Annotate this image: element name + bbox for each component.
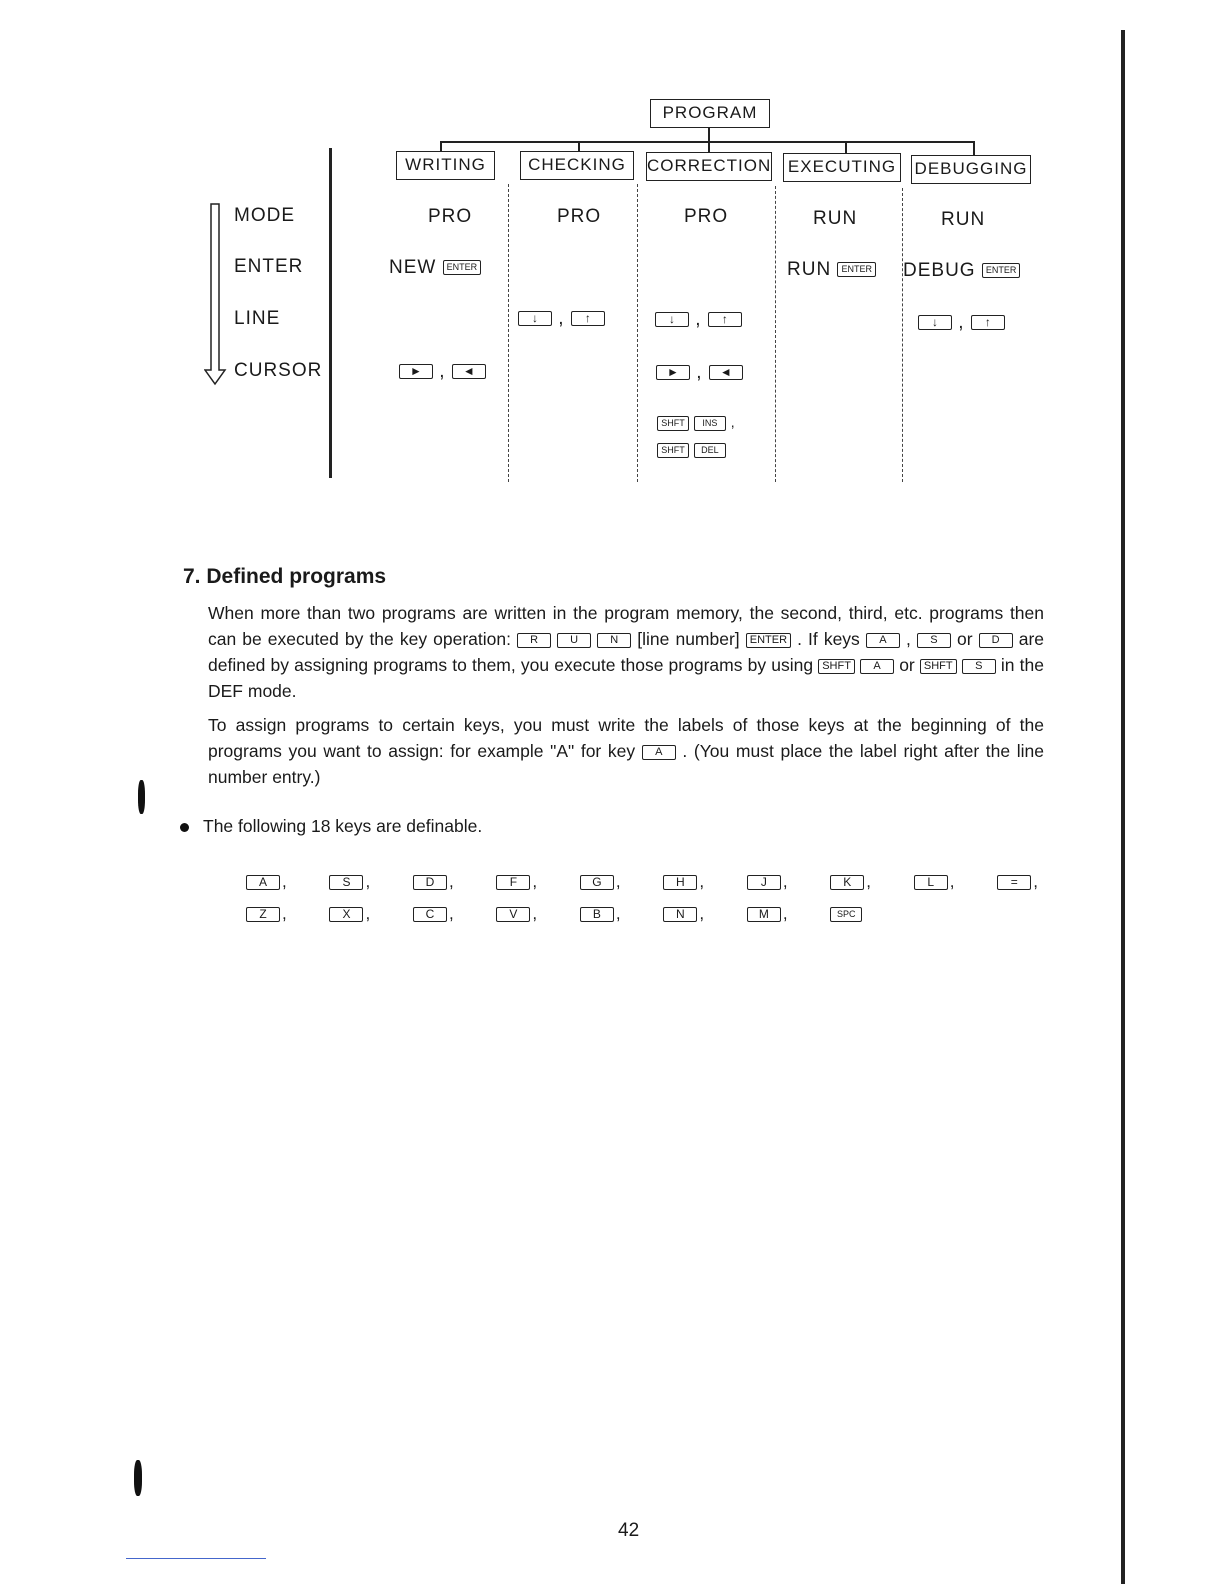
writing-enter-text: NEW bbox=[389, 257, 437, 278]
debugging-enter-text: DEBUG bbox=[903, 260, 976, 281]
p1-text-e: in the DEF mode. bbox=[208, 655, 1044, 701]
definable-key: G bbox=[580, 875, 614, 890]
enter-key-icon: ENTER bbox=[837, 262, 876, 277]
key-a-icon: A bbox=[860, 659, 894, 674]
key-a-icon: A bbox=[866, 633, 900, 648]
p1-or-1: or bbox=[957, 629, 973, 649]
definable-key-row-2: Z , X , C , V , B , N , M , SPC bbox=[246, 904, 862, 924]
enter-key-icon: ENTER bbox=[746, 633, 791, 648]
right-arrow-key-icon: ► bbox=[399, 364, 433, 379]
debugging-mode: RUN bbox=[941, 209, 986, 230]
key-r-icon: R bbox=[517, 633, 551, 648]
paragraph-2 bbox=[208, 712, 1044, 790]
correction-mode: PRO bbox=[684, 206, 729, 227]
p2-text-b: . (You must place the label right after the line number entry.) bbox=[208, 741, 1045, 787]
separator-2 bbox=[637, 184, 638, 482]
executing-enter bbox=[787, 259, 876, 281]
correction-line: ↓ , ↑ bbox=[655, 309, 742, 331]
definable-key: B bbox=[580, 907, 614, 922]
definable-key: S bbox=[329, 875, 363, 890]
row-label-line: LINE bbox=[234, 308, 281, 329]
definable-key: D bbox=[413, 875, 447, 890]
separator-3 bbox=[775, 186, 776, 482]
up-arrow-key-icon: ↑ bbox=[571, 311, 605, 326]
p1-text-a: When more than two programs are written in the program memory, the second, third, etc. programs then can be executed by the key operation: bbox=[208, 603, 1044, 649]
up-arrow-key-icon: ↑ bbox=[708, 312, 742, 327]
definable-key: = bbox=[997, 875, 1031, 890]
definable-key: M bbox=[747, 907, 781, 922]
key-a-icon: A bbox=[642, 745, 676, 760]
p1-text-c: . If keys bbox=[797, 629, 860, 649]
margin-mark bbox=[138, 780, 145, 814]
p1-text-d: are defined by assigning programs to them, you execute those programs by using bbox=[208, 629, 1045, 675]
header-writing: WRITING bbox=[396, 151, 495, 180]
shift-key-icon: SHFT bbox=[657, 416, 689, 431]
definable-key: K bbox=[830, 875, 864, 890]
key-n-icon: N bbox=[597, 633, 631, 648]
right-edge-bar bbox=[1121, 30, 1125, 1584]
checking-mode: PRO bbox=[557, 206, 602, 227]
writing-cursor: ► , ◄ bbox=[399, 361, 486, 383]
row-label-mode: MODE bbox=[234, 205, 295, 226]
definable-key: SPC bbox=[830, 907, 862, 922]
header-debugging: DEBUGGING bbox=[911, 155, 1031, 184]
definable-key: H bbox=[663, 875, 697, 890]
up-arrow-key-icon: ↑ bbox=[971, 315, 1005, 330]
definable-key: F bbox=[496, 875, 530, 890]
row-label-cursor: CURSOR bbox=[234, 360, 323, 381]
connector-root-vertical bbox=[708, 128, 710, 142]
definable-key: X bbox=[329, 907, 363, 922]
key-s-icon: S bbox=[917, 633, 951, 648]
key-u-icon: U bbox=[557, 633, 591, 648]
section-title: Defined programs bbox=[206, 565, 387, 588]
shift-key-icon: SHFT bbox=[818, 659, 855, 674]
bullet-text: The following 18 keys are definable. bbox=[203, 816, 483, 836]
definable-key: J bbox=[747, 875, 781, 890]
executing-mode: RUN bbox=[813, 208, 858, 229]
left-divider-bar bbox=[329, 148, 332, 478]
left-arrow-key-icon: ◄ bbox=[452, 364, 486, 379]
bullet-dot bbox=[180, 823, 189, 832]
writing-enter bbox=[389, 257, 481, 279]
debugging-line: ↓ , ↑ bbox=[918, 312, 1005, 334]
section-heading bbox=[183, 565, 386, 589]
definable-key: Z bbox=[246, 907, 280, 922]
down-arrow-icon bbox=[204, 200, 228, 386]
writing-mode: PRO bbox=[428, 206, 473, 227]
definable-key: L bbox=[914, 875, 948, 890]
correction-delete bbox=[657, 441, 726, 458]
connector-horizontal bbox=[440, 141, 973, 143]
page-number: 42 bbox=[618, 1520, 640, 1541]
enter-key-icon: ENTER bbox=[443, 260, 482, 275]
row-label-enter: ENTER bbox=[234, 256, 304, 277]
definable-key: V bbox=[496, 907, 530, 922]
ins-key-icon: INS bbox=[694, 416, 726, 431]
left-arrow-key-icon: ◄ bbox=[709, 365, 743, 380]
definable-key: A bbox=[246, 875, 280, 890]
shift-key-icon: SHFT bbox=[920, 659, 957, 674]
definable-key: C bbox=[413, 907, 447, 922]
down-arrow-key-icon: ↓ bbox=[918, 315, 952, 330]
right-arrow-key-icon: ► bbox=[656, 365, 690, 380]
diagram-root-box: PROGRAM bbox=[650, 99, 770, 128]
header-checking: CHECKING bbox=[520, 151, 634, 180]
correction-cursor: ► , ◄ bbox=[656, 362, 743, 384]
p1-text-b: [line number] bbox=[637, 629, 740, 649]
connector-debugging bbox=[973, 141, 975, 155]
definable-key: N bbox=[663, 907, 697, 922]
checking-line: ↓ , ↑ bbox=[518, 308, 605, 330]
del-key-icon: DEL bbox=[694, 443, 726, 458]
executing-enter-text: RUN bbox=[787, 259, 832, 280]
bottom-left-rule bbox=[126, 1558, 266, 1559]
key-s-icon: S bbox=[962, 659, 996, 674]
key-d-icon: D bbox=[979, 633, 1013, 648]
p2-text-a: To assign programs to certain keys, you must write the labels of those keys at the beginning of the programs you want to assign: for example "A" for key bbox=[208, 715, 1044, 761]
separator-4 bbox=[902, 188, 903, 482]
correction-insert: SHFT INS , bbox=[657, 414, 736, 431]
header-correction: CORRECTION bbox=[646, 152, 772, 181]
down-arrow-key-icon: ↓ bbox=[518, 311, 552, 326]
separator-1 bbox=[508, 184, 509, 482]
p1-sep: , bbox=[905, 629, 911, 649]
section-number: 7. bbox=[183, 565, 201, 588]
enter-key-icon: ENTER bbox=[982, 263, 1021, 278]
header-executing: EXECUTING bbox=[783, 153, 901, 182]
down-arrow-key-icon: ↓ bbox=[655, 312, 689, 327]
shift-key-icon: SHFT bbox=[657, 443, 689, 458]
definable-key-row-1: A , S , D , F , G , H , J , K , L , = , bbox=[246, 872, 1038, 892]
debugging-enter bbox=[903, 260, 1020, 282]
margin-mark bbox=[134, 1460, 142, 1496]
paragraph-1 bbox=[208, 600, 1044, 704]
p1-or-2: or bbox=[899, 655, 915, 675]
bullet-item bbox=[180, 816, 482, 837]
